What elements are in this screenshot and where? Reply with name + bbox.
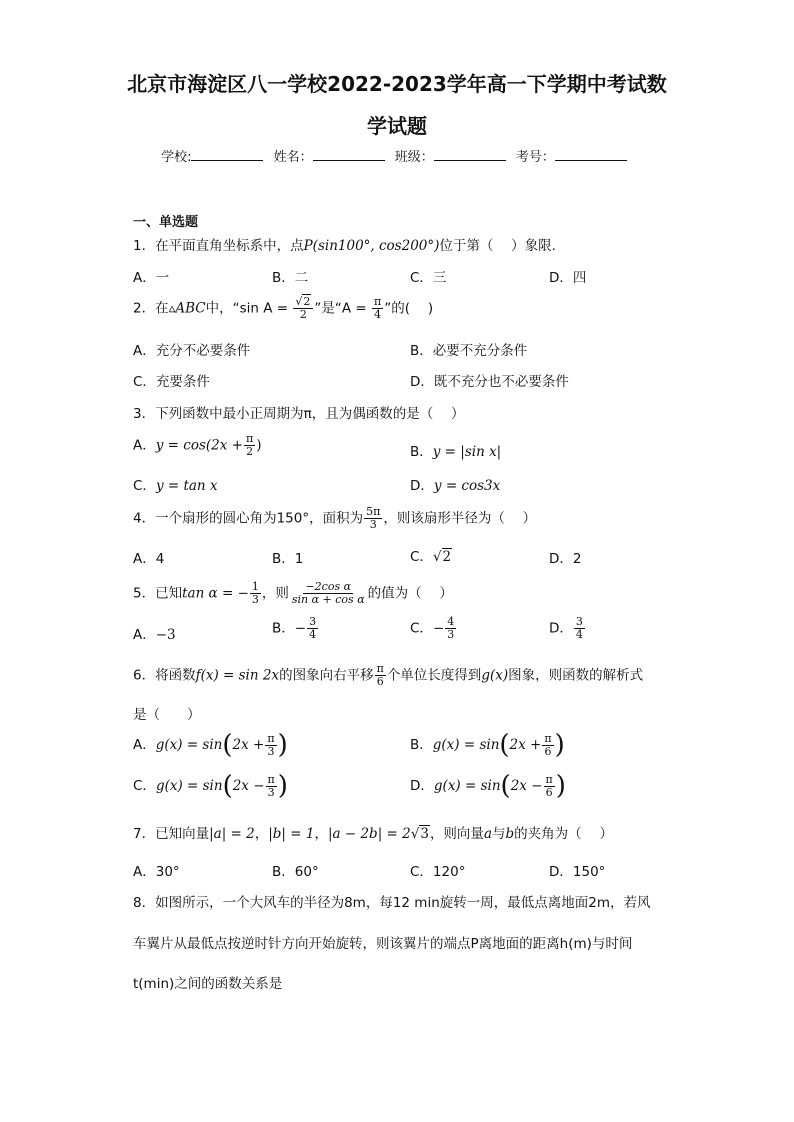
q4-area-fraction: $\frac{5\pi}{3}$ <box>366 505 381 531</box>
q5-target-fraction: $\frac{\text{−2cos α}}{\text{sin α + cos α}}$ <box>291 580 365 606</box>
class-label: 班级： <box>394 150 434 165</box>
q4-option-b: B．1 <box>272 551 304 567</box>
question-1 <box>133 234 556 254</box>
question-7: 7．已知向量|a| = 2，|b| = 1，|a − 2b| = 2√3，则向量a与b的夹角为（ ） <box>133 826 613 842</box>
q3-option-a: A．y = cos(2x + $\frac{\pi}{2}$ ) <box>133 432 262 458</box>
q6-option-c: C．g(x) = sin(2x − $\frac{\pi}{3}$ ) <box>133 771 288 801</box>
q4-text-before: 4．一个扇形的圆心角为150°，面积为 <box>133 510 364 527</box>
question-2 <box>133 296 433 321</box>
q5-option-b: B．− $\frac{3}{4}$ <box>272 615 317 641</box>
q5-tan-expr: tan α = − <box>182 585 249 602</box>
q4-option-d: D．2 <box>549 551 582 567</box>
q7-diff-norm: |a − 2b| = 2 <box>327 826 411 842</box>
question-8-line3: t(min)之间的函数关系是 <box>133 976 283 992</box>
question-3: 3．下列函数中最小正周期为π，且为偶函数的是（ ） <box>133 406 465 422</box>
q3-option-c: C．y = tan x <box>133 478 218 494</box>
q5-option-d: D． $\frac{3}{4}$ <box>549 615 583 641</box>
q4-option-c: C．√2 <box>410 549 452 565</box>
q1-option-a: A．一 <box>133 270 170 286</box>
q6-option-a: A．g(x) = sin(2x + $\frac{\pi}{3}$ ) <box>133 730 288 760</box>
q6-line2: 是（ ） <box>133 707 201 723</box>
q7-option-d: D．150° <box>549 864 606 880</box>
section-title: 一、单选题 <box>133 215 199 230</box>
q2-option-c: C．充要条件 <box>133 374 210 390</box>
q7-option-c: C．120° <box>410 864 466 880</box>
q1-option-d: D．四 <box>549 270 587 286</box>
page-title-line1: 北京市海淀区八一学校2022-2023学年高一下学期中考试数 <box>127 72 667 96</box>
q6-f-expr: f(x) = sin 2x <box>195 667 280 684</box>
q2-condition-right: ”是“A = <box>314 300 367 317</box>
school-blank <box>191 148 263 161</box>
q6-option-b: B．g(x) = sin(2x + $\frac{\pi}{6}$ ) <box>410 730 565 760</box>
q2-text-before: 2．在 <box>133 300 169 317</box>
q4-text-after: ，则该扇形半径为（ ） <box>383 510 537 527</box>
q2-option-b: B．必要不充分条件 <box>410 343 528 359</box>
class-blank <box>434 148 506 161</box>
q5-option-c: C．− $\frac{4}{3}$ <box>410 615 455 641</box>
q2-option-d: D．既不充分也不必要条件 <box>410 374 569 390</box>
q2-fraction-2: $\frac{\pi}{4}$ <box>374 295 382 321</box>
q2-condition-left: 中，“sin A = <box>205 300 289 317</box>
question-6: 6．将函数f(x) = sin 2x的图象向右平移 $\frac{\pi}{6}$ 个单位长度得到g(x)图象，则函数的解析式 <box>133 662 644 688</box>
page-title-line2: 学试题 <box>367 114 427 138</box>
q1-point-expr: P(sin100°, cos200°) <box>303 238 440 254</box>
student-info-row <box>0 146 794 165</box>
q6-option-d: D．g(x) = sin(2x − $\frac{\pi}{6}$ ) <box>410 771 566 801</box>
question-8-line1: 8．如图所示，一个大风车的半径为8m，每12 min旋转一周，最低点离地面2m，若风 <box>133 895 651 911</box>
school-label: 学校: <box>161 150 192 165</box>
q2-option-a: A．充分不必要条件 <box>133 343 251 359</box>
question-8-line2: 车翼片从最低点按逆时针方向开始旋转，则该翼片的端点P离地面的距离h(m)与时间 <box>133 936 633 952</box>
question-5: 5．已知tan α = − $\frac{1}{3}$ ，则 $\frac{\text{−2cos α}}{\text{sin α + cos α}}$ 的值为（ ） <box>133 580 453 606</box>
q4-option-a: A．4 <box>133 551 165 567</box>
q7-option-a: A．30° <box>133 864 180 880</box>
q1-option-c: C．三 <box>410 270 447 286</box>
exam-no-blank <box>555 148 627 161</box>
q3-option-d: D．y = cos3x <box>410 478 501 494</box>
q5-option-a: A．−3 <box>133 627 176 643</box>
name-label: 姓名： <box>273 150 313 165</box>
q1-option-b: B．二 <box>272 270 309 286</box>
q7-b-norm: |b| = 1 <box>268 826 315 842</box>
q2-triangle: ▵ABC <box>168 300 206 317</box>
exam-no-label: 考号： <box>515 150 555 165</box>
q3-option-b: B．y = |sin x| <box>410 444 502 460</box>
q1-text-after: 位于第（ ）象限. <box>439 238 556 254</box>
name-blank <box>313 148 385 161</box>
q1-text-before: 1．在平面直角坐标系中，点 <box>133 238 304 254</box>
question-4 <box>133 506 536 531</box>
q7-option-b: B．60° <box>272 864 319 880</box>
q2-text-after: ”的( ) <box>384 300 434 317</box>
q7-a-norm: |a| = 2 <box>209 826 255 842</box>
q2-fraction-1: $\frac{√2}{2}$ <box>293 296 313 321</box>
q6-g-expr: g(x) <box>481 667 509 684</box>
